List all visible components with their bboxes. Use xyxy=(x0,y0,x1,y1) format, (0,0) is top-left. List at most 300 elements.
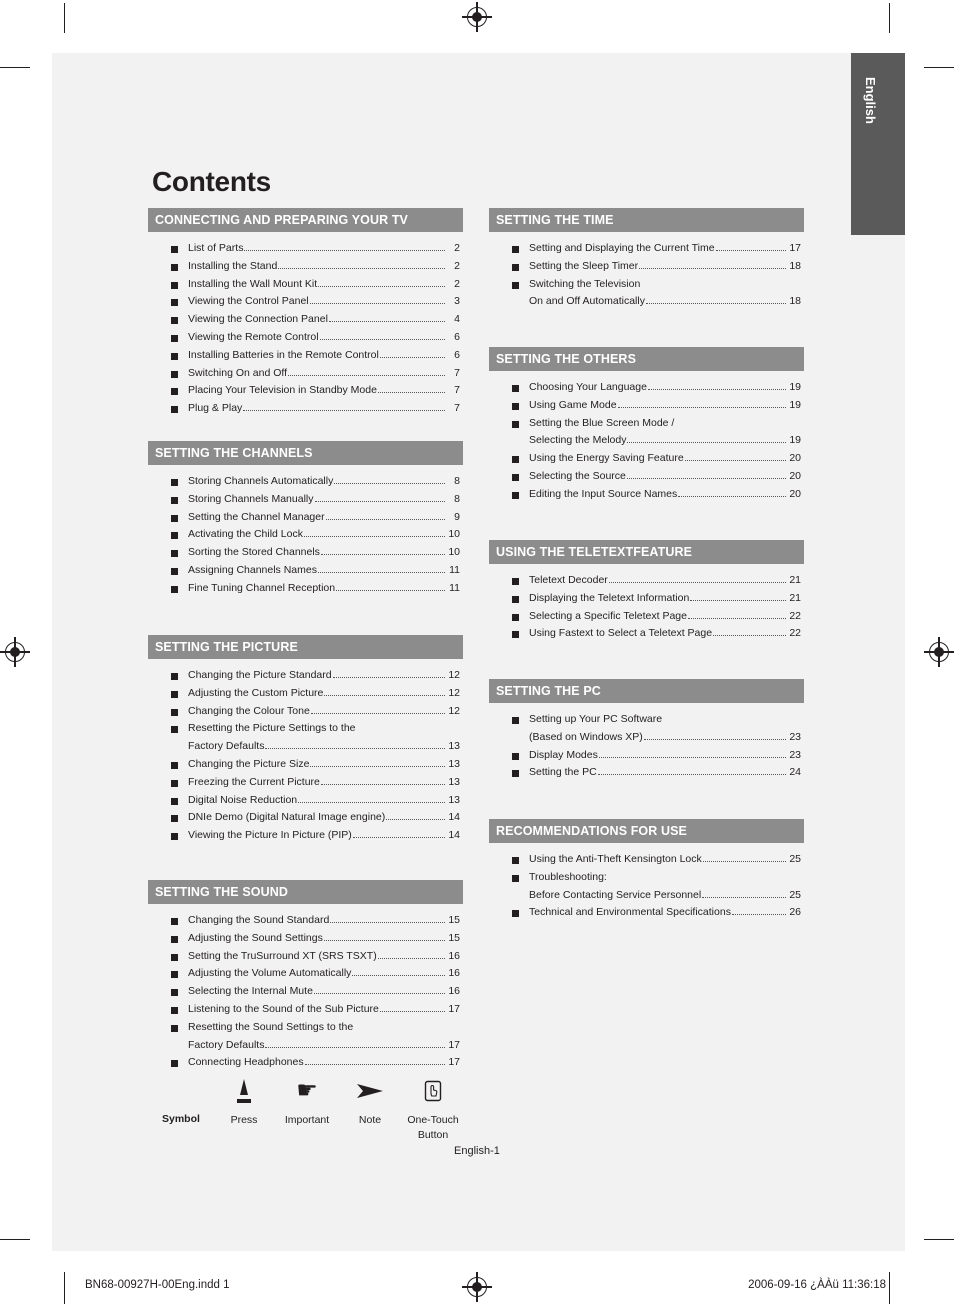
section-heading: CONNECTING AND PREPARING YOUR TV xyxy=(148,208,463,232)
dot-leader xyxy=(380,357,445,358)
toc-entry-title: Displaying the Teletext Information xyxy=(529,591,690,604)
toc-entry[interactable] xyxy=(148,526,463,544)
toc-entry-page: 2 xyxy=(454,259,460,272)
toc-entry[interactable] xyxy=(148,240,463,258)
toc-entry-title: Installing the Wall Mount Kit xyxy=(188,277,318,290)
symbol-press xyxy=(214,1076,274,1128)
square-bullet-icon xyxy=(512,578,519,585)
toc-entry-line xyxy=(188,400,460,418)
dot-leader xyxy=(386,819,445,820)
toc-entry-line xyxy=(188,685,460,703)
toc-entry[interactable] xyxy=(148,382,463,400)
toc-entry-title: Activating the Child Lock xyxy=(188,528,303,541)
square-bullet-icon xyxy=(171,532,178,539)
square-bullet-icon xyxy=(171,709,178,716)
toc-entry-line xyxy=(188,544,460,562)
toc-entry-title: Digital Noise Reduction xyxy=(188,793,298,806)
toc-entry-line xyxy=(188,580,460,598)
section-heading: SETTING THE PICTURE xyxy=(148,635,463,659)
toc-entry-line xyxy=(188,930,460,948)
section-using-the-teletextfeature xyxy=(489,540,804,643)
dot-leader xyxy=(321,554,445,555)
toc-entry-title: Placing Your Television in Standby Mode xyxy=(188,384,377,397)
toc-entry[interactable] xyxy=(489,904,804,922)
toc-list xyxy=(148,912,463,1072)
toc-entry-line xyxy=(529,240,801,258)
symbol-one-touch-button-label-line: Button xyxy=(417,1129,449,1141)
toc-list xyxy=(489,240,804,311)
dot-leader xyxy=(314,993,445,994)
toc-entry[interactable] xyxy=(148,792,463,810)
toc-list xyxy=(489,572,804,643)
section-heading: SETTING THE OTHERS xyxy=(489,347,804,371)
dot-leader xyxy=(618,407,786,408)
toc-entry[interactable] xyxy=(489,415,804,451)
dot-leader xyxy=(311,713,445,714)
toc-entry-title: Selecting the Internal Mute xyxy=(188,985,313,998)
toc-entry-page: 6 xyxy=(454,348,460,361)
toc-entry-line xyxy=(529,379,801,397)
section-heading: SETTING THE CHANNELS xyxy=(148,441,463,465)
section-setting-the-others xyxy=(489,347,804,504)
toc-entry[interactable] xyxy=(148,667,463,685)
dot-leader xyxy=(690,600,786,601)
dot-leader xyxy=(298,802,445,803)
toc-list xyxy=(148,240,463,418)
toc-entry-line xyxy=(529,486,801,504)
square-bullet-icon xyxy=(171,406,178,413)
toc-entry-page: 17 xyxy=(789,242,801,254)
toc-entry[interactable] xyxy=(489,572,804,590)
toc-entry[interactable] xyxy=(148,544,463,562)
toc-entry-title: Setting and Displaying the Current Time xyxy=(529,242,715,254)
dot-leader xyxy=(352,975,445,976)
toc-entry-page: 9 xyxy=(454,510,460,523)
square-bullet-icon xyxy=(171,1025,178,1032)
registration-mark-icon xyxy=(467,1277,487,1297)
toc-entry[interactable] xyxy=(489,276,804,312)
section-heading: SETTING THE TIME xyxy=(489,208,804,232)
dot-leader xyxy=(702,897,786,898)
toc-entry-title: List of Parts xyxy=(188,242,244,254)
toc-entry[interactable] xyxy=(489,608,804,626)
language-tab-label: English xyxy=(863,77,878,124)
square-bullet-icon xyxy=(512,246,519,253)
toc-entry-line xyxy=(188,720,460,738)
toc-entry-page: 3 xyxy=(454,295,460,308)
toc-entry[interactable] xyxy=(148,491,463,509)
dot-leader xyxy=(310,766,445,767)
toc-entry[interactable] xyxy=(489,625,804,643)
symbol-one-touch-button-label-line: One-Touch xyxy=(407,1114,459,1126)
square-bullet-icon xyxy=(171,815,178,822)
toc-entry-line xyxy=(529,590,801,608)
square-bullet-icon xyxy=(171,673,178,680)
toc-entry-title: Switching On and Off xyxy=(188,366,288,379)
toc-entry-line xyxy=(188,738,460,756)
toc-entry-page: 7 xyxy=(454,384,460,397)
square-bullet-icon xyxy=(171,479,178,486)
dot-leader xyxy=(713,635,786,636)
toc-entry-page: 16 xyxy=(448,967,460,980)
square-bullet-icon xyxy=(171,246,178,253)
square-bullet-icon xyxy=(512,385,519,392)
crop-mark xyxy=(0,67,30,68)
dot-leader xyxy=(688,618,786,619)
toc-entry-title: Viewing the Picture In Picture (PIP) xyxy=(188,829,352,842)
crop-mark xyxy=(924,1239,954,1240)
toc-entry-page: 20 xyxy=(789,452,801,465)
dot-leader xyxy=(336,590,445,591)
symbol-one-touch-button xyxy=(403,1076,463,1143)
square-bullet-icon xyxy=(512,753,519,760)
toc-entry[interactable] xyxy=(148,276,463,294)
page-number: English-1 xyxy=(454,1145,500,1157)
toc-entry-page: 14 xyxy=(448,811,460,824)
square-bullet-icon xyxy=(171,568,178,575)
toc-entry-line xyxy=(188,703,460,721)
toc-entry-title: Using Fastext to Select a Teletext Page xyxy=(529,627,713,640)
symbol-legend-label: Symbol xyxy=(162,1113,200,1125)
dot-leader xyxy=(318,286,445,287)
toc-entry[interactable] xyxy=(148,965,463,983)
dot-leader xyxy=(646,303,786,304)
toc-entry-title: Adjusting the Volume Automatically xyxy=(188,967,352,980)
section-setting-the-channels xyxy=(148,441,463,598)
square-bullet-icon xyxy=(171,388,178,395)
dot-leader xyxy=(644,739,786,740)
toc-entry-title: Technical and Environmental Specifications xyxy=(529,906,731,919)
toc-entry-line xyxy=(529,415,801,433)
toc-entry-page: 18 xyxy=(789,295,801,308)
dot-leader xyxy=(732,914,786,915)
dot-leader xyxy=(599,757,786,758)
toc-entry[interactable] xyxy=(148,756,463,774)
toc-list xyxy=(489,379,804,504)
dot-leader xyxy=(678,496,786,497)
toc-entry[interactable] xyxy=(148,685,463,703)
toc-entry-title: Selecting the Melody xyxy=(529,434,627,447)
toc-entry[interactable] xyxy=(489,397,804,415)
toc-entry-line xyxy=(529,764,801,782)
dot-leader xyxy=(353,837,445,838)
toc-entry-title: Resetting the Sound Settings to the xyxy=(188,1020,354,1033)
file-slug: BN68-00927H-00Eng.indd 1 xyxy=(85,1279,230,1291)
toc-entry[interactable] xyxy=(489,486,804,504)
toc-entry-line xyxy=(188,473,460,491)
toc-entry[interactable] xyxy=(489,747,804,765)
toc-entry-title: Sorting the Stored Channels xyxy=(188,546,320,559)
toc-entry-page: 24 xyxy=(789,766,801,779)
square-bullet-icon xyxy=(512,857,519,864)
toc-entry-line xyxy=(188,667,460,685)
toc-entry-title: Adjusting the Custom Picture xyxy=(188,686,324,699)
dot-leader xyxy=(685,460,786,461)
square-bullet-icon xyxy=(171,282,178,289)
dot-leader xyxy=(310,303,445,304)
toc-entry-line xyxy=(529,397,801,415)
toc-entry[interactable] xyxy=(148,580,463,598)
toc-entry-page: 16 xyxy=(448,985,460,998)
toc-entry-line xyxy=(529,625,801,643)
page-title: Contents xyxy=(152,166,271,197)
toc-entry-page: 10 xyxy=(448,546,460,559)
dot-leader xyxy=(627,478,786,479)
section-setting-the-sound xyxy=(148,880,463,1072)
section-connecting-and-preparing-your-tv xyxy=(148,208,463,418)
toc-entry-title: Freezing the Current Picture xyxy=(188,775,320,788)
toc-entry[interactable] xyxy=(148,983,463,1001)
section-setting-the-picture xyxy=(148,635,463,845)
toc-entry-page: 18 xyxy=(789,259,801,272)
toc-entry[interactable] xyxy=(148,912,463,930)
dot-leader xyxy=(329,321,445,322)
toc-entry-title: Setting the Sleep Timer xyxy=(529,259,639,272)
square-bullet-icon xyxy=(512,717,519,724)
toc-entry-line xyxy=(529,276,801,294)
symbol-note xyxy=(340,1076,400,1128)
toc-entry-line xyxy=(188,258,460,276)
dot-leader xyxy=(703,861,786,862)
toc-entry-title: DNIe Demo (Digital Natural Image engine) xyxy=(188,811,386,824)
toc-entry-page: 20 xyxy=(789,487,801,500)
toc-entry[interactable] xyxy=(489,240,804,258)
square-bullet-icon xyxy=(171,317,178,324)
dot-leader xyxy=(326,519,445,520)
toc-entry[interactable] xyxy=(148,293,463,311)
toc-entry-line xyxy=(188,562,460,580)
section-heading: SETTING THE PC xyxy=(489,679,804,703)
toc-entry-page: 8 xyxy=(454,475,460,487)
toc-entry-title: Installing Batteries in the Remote Control xyxy=(188,348,379,361)
toc-entry-page: 16 xyxy=(448,949,460,962)
toc-entry[interactable] xyxy=(148,311,463,329)
toc-entry-line xyxy=(529,711,801,729)
dot-leader xyxy=(320,339,445,340)
dot-leader xyxy=(265,1047,445,1048)
toc-entry[interactable] xyxy=(148,258,463,276)
toc-entry[interactable] xyxy=(148,473,463,491)
toc-entry-page: 22 xyxy=(789,627,801,640)
section-heading: SETTING THE SOUND xyxy=(148,880,463,904)
toc-entry-page: 13 xyxy=(448,793,460,806)
toc-entry-page: 15 xyxy=(448,931,460,944)
toc-entry-line xyxy=(188,276,460,294)
dot-leader xyxy=(330,922,445,923)
toc-entry-title: Connecting Headphones xyxy=(188,1056,304,1069)
toc-entry[interactable] xyxy=(148,347,463,365)
toc-entry-title: Changing the Picture Standard xyxy=(188,669,332,681)
section-heading: USING THE TELETEXTFEATURE xyxy=(489,540,804,564)
square-bullet-icon xyxy=(171,954,178,961)
square-bullet-icon xyxy=(171,1007,178,1014)
dot-leader xyxy=(304,536,445,537)
dot-leader xyxy=(716,250,786,251)
language-tab xyxy=(851,53,905,235)
toc-entry-page: 19 xyxy=(789,398,801,411)
square-bullet-icon xyxy=(171,833,178,840)
section-setting-the-pc xyxy=(489,679,804,782)
square-bullet-icon xyxy=(512,910,519,917)
toc-entry[interactable] xyxy=(148,720,463,756)
note-icon xyxy=(356,1083,384,1099)
dot-leader xyxy=(315,501,446,502)
toc-entry-title: Plug & Play xyxy=(188,402,243,415)
dot-leader xyxy=(321,784,445,785)
toc-entry[interactable] xyxy=(489,450,804,468)
toc-entry-line xyxy=(529,869,801,887)
square-bullet-icon xyxy=(171,371,178,378)
crop-mark xyxy=(889,3,890,33)
toc-entry[interactable] xyxy=(148,400,463,418)
toc-entry-title: Setting the TruSurround XT (SRS TSXT) xyxy=(188,949,377,962)
toc-entry[interactable] xyxy=(489,379,804,397)
toc-entry-page: 13 xyxy=(448,757,460,770)
toc-entry[interactable] xyxy=(148,365,463,383)
square-bullet-icon xyxy=(512,614,519,621)
square-bullet-icon xyxy=(171,586,178,593)
square-bullet-icon xyxy=(512,456,519,463)
toc-entry-page: 25 xyxy=(789,853,801,865)
toc-entry[interactable] xyxy=(489,711,804,747)
section-recommendations-for-use xyxy=(489,819,804,922)
toc-entry-line xyxy=(529,729,801,747)
toc-entry-line xyxy=(529,747,801,765)
section-setting-the-time xyxy=(489,208,804,311)
symbol-important-label: Important xyxy=(284,1114,330,1126)
toc-entry-title: Viewing the Remote Control xyxy=(188,330,319,343)
toc-entry-page: 26 xyxy=(789,906,801,919)
toc-entry-page: 7 xyxy=(454,402,460,415)
registration-mark-icon xyxy=(5,642,25,662)
toc-entry-title: Selecting a Specific Teletext Page xyxy=(529,609,687,622)
toc-entry[interactable] xyxy=(148,930,463,948)
toc-entry-line xyxy=(188,365,460,383)
toc-entry[interactable] xyxy=(148,703,463,721)
toc-entry-title: Changing the Picture Size xyxy=(188,757,310,770)
square-bullet-icon xyxy=(512,596,519,603)
toc-entry-title: Listening to the Sound of the Sub Picture xyxy=(188,1002,379,1015)
crop-mark xyxy=(889,1272,890,1304)
toc-entry-title: Selecting the Source xyxy=(529,469,626,482)
crop-mark xyxy=(64,1272,65,1304)
toc-entry-page: 19 xyxy=(789,434,801,447)
dot-leader xyxy=(378,392,445,393)
symbol-press-label: Press xyxy=(230,1114,258,1126)
toc-entry-line xyxy=(529,851,801,869)
toc-entry[interactable] xyxy=(148,948,463,966)
dot-leader xyxy=(244,250,445,251)
toc-entry-title: On and Off Automatically xyxy=(529,295,645,308)
toc-entry-title: Editing the Input Source Names xyxy=(529,487,678,500)
toc-entry-line xyxy=(529,450,801,468)
symbol-legend xyxy=(150,1076,470,1146)
toc-entry-page: 25 xyxy=(789,888,801,901)
toc-entry-line xyxy=(188,948,460,966)
toc-list xyxy=(489,711,804,782)
square-bullet-icon xyxy=(171,335,178,342)
toc-entry[interactable] xyxy=(148,329,463,347)
toc-entry-line xyxy=(188,1037,460,1055)
toc-entry-page: 6 xyxy=(454,330,460,343)
toc-entry-page: 12 xyxy=(448,669,460,681)
toc-entry-page: 17 xyxy=(448,1038,460,1051)
dot-leader xyxy=(278,268,445,269)
toc-entry-title: Setting the PC xyxy=(529,766,597,779)
toc-entry[interactable] xyxy=(148,1001,463,1019)
toc-entry[interactable] xyxy=(489,851,804,869)
toc-entry[interactable] xyxy=(148,809,463,827)
square-bullet-icon xyxy=(171,550,178,557)
dot-leader xyxy=(324,940,445,941)
toc-entry-line xyxy=(188,347,460,365)
toc-entry-line xyxy=(529,468,801,486)
toc-entry-page: 14 xyxy=(448,829,460,842)
toc-entry-page: 23 xyxy=(789,748,801,761)
toc-entry-title: Fine Tuning Channel Reception xyxy=(188,581,336,594)
square-bullet-icon xyxy=(171,780,178,787)
toc-entry-page: 2 xyxy=(454,277,460,290)
toc-entry[interactable] xyxy=(148,774,463,792)
square-bullet-icon xyxy=(171,918,178,925)
toc-entry-line xyxy=(188,756,460,774)
toc-entry-page: 12 xyxy=(448,686,460,699)
square-bullet-icon xyxy=(171,515,178,522)
toc-entry-title: Changing the Sound Standard xyxy=(188,914,330,926)
dot-leader xyxy=(243,410,445,411)
toc-entry[interactable] xyxy=(148,509,463,527)
crop-mark xyxy=(64,3,65,33)
toc-entry[interactable] xyxy=(489,258,804,276)
toc-entry[interactable] xyxy=(489,468,804,486)
toc-entry-line xyxy=(529,432,801,450)
toc-entry[interactable] xyxy=(148,562,463,580)
toc-entry-line xyxy=(188,1054,460,1072)
toc-entry-page: 22 xyxy=(789,609,801,622)
toc-entry-line xyxy=(188,1001,460,1019)
toc-list xyxy=(148,667,463,845)
toc-entry-line xyxy=(188,382,460,400)
toc-entry-line xyxy=(188,329,460,347)
toc-entry-title: Choosing Your Language xyxy=(529,381,647,393)
toc-entry-title: Setting up Your PC Software xyxy=(529,713,663,725)
square-bullet-icon xyxy=(512,282,519,289)
toc-list xyxy=(489,851,804,922)
toc-entry-line xyxy=(188,240,460,258)
toc-entry[interactable] xyxy=(489,869,804,905)
dot-leader xyxy=(324,695,445,696)
dot-leader xyxy=(598,774,786,775)
toc-entry[interactable] xyxy=(489,590,804,608)
toc-entry-title: Display Modes xyxy=(529,748,598,761)
toc-entry-page: 20 xyxy=(789,469,801,482)
crop-mark xyxy=(0,1239,30,1240)
toc-entry-page: 13 xyxy=(448,740,460,753)
toc-entry-line xyxy=(188,983,460,1001)
toc-entry[interactable] xyxy=(489,764,804,782)
section-heading: RECOMMENDATIONS FOR USE xyxy=(489,819,804,843)
toc-entry-title: Installing the Stand xyxy=(188,259,278,272)
toc-entry-line xyxy=(188,965,460,983)
square-bullet-icon xyxy=(171,762,178,769)
toc-entry-page: 7 xyxy=(454,366,460,379)
toc-entry[interactable] xyxy=(148,1054,463,1072)
toc-entry[interactable] xyxy=(148,1019,463,1055)
toc-entry[interactable] xyxy=(148,827,463,845)
toc-entry-page: 15 xyxy=(448,914,460,926)
toc-entry-title: Resetting the Picture Settings to the xyxy=(188,722,356,735)
toc-entry-title: Viewing the Connection Panel xyxy=(188,313,328,326)
